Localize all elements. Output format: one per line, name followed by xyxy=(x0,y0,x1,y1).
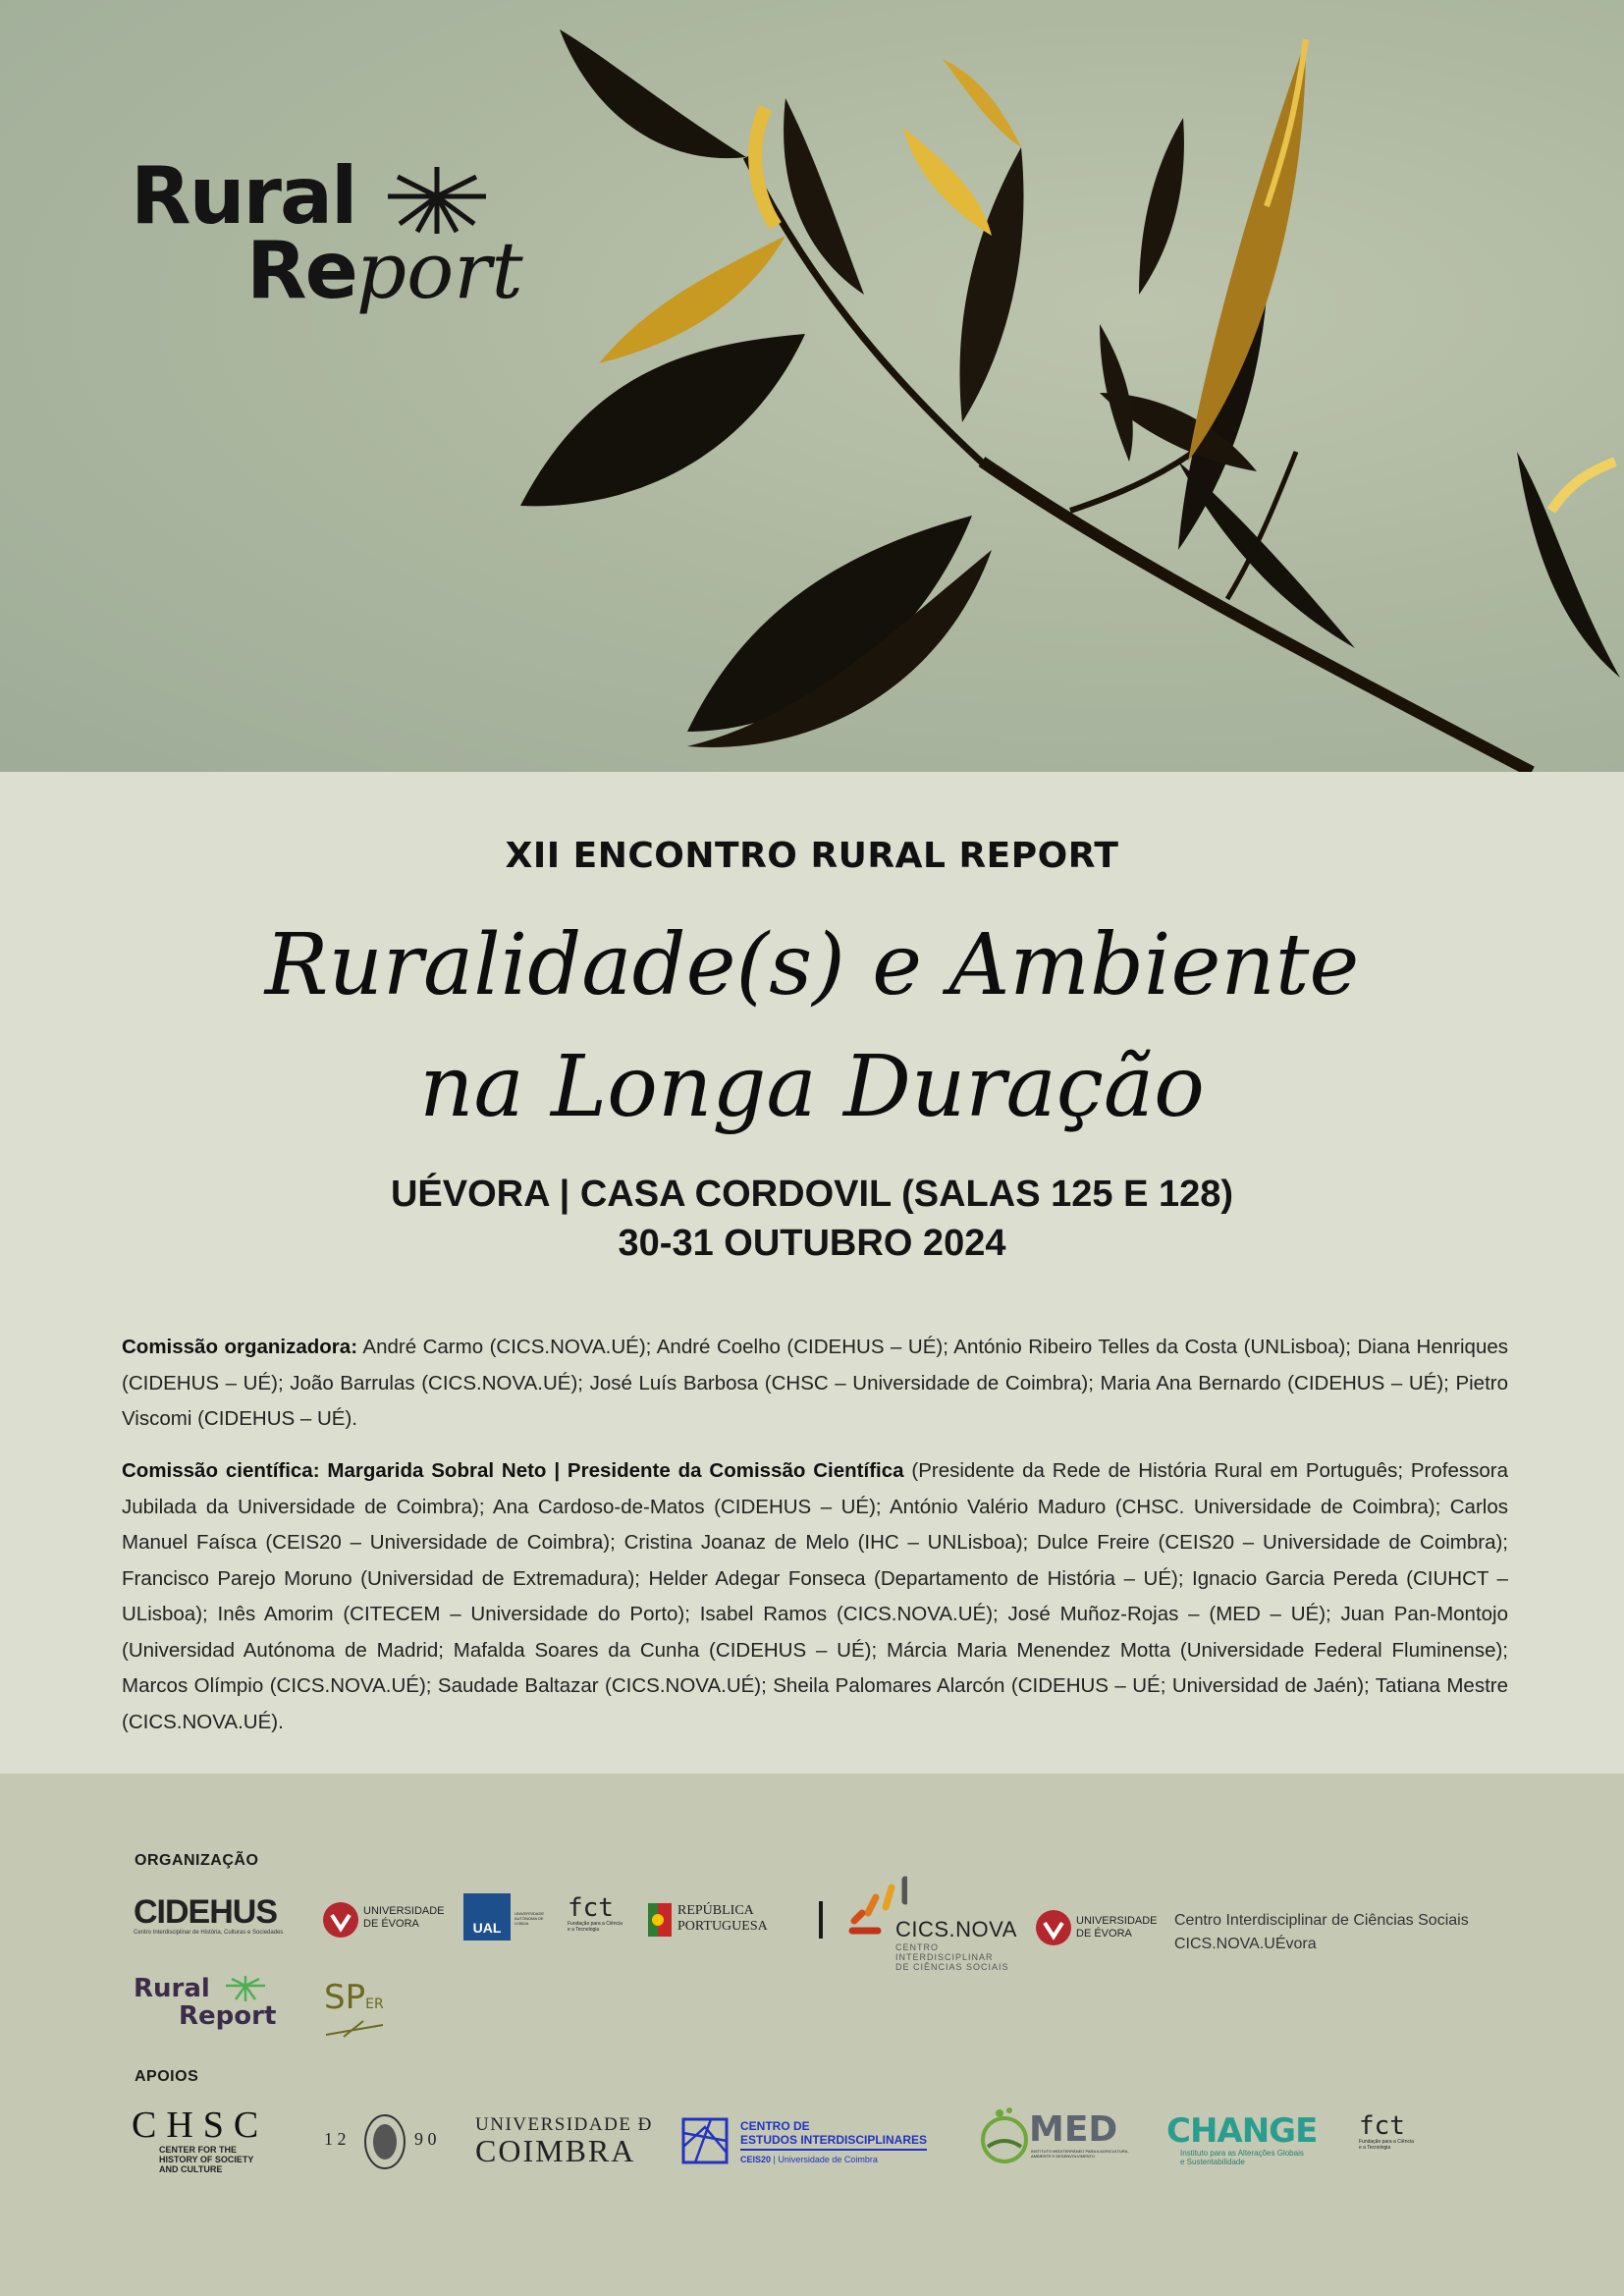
uc-line1: UNIVERSIDADE Ð xyxy=(475,2114,653,2135)
ceis20-university: Universidade de Coimbra xyxy=(778,2155,878,2164)
change-subtitle xyxy=(1180,2149,1343,2166)
event-title-line1: Ruralidade(s) e Ambiente xyxy=(264,916,1360,1014)
uc-line2: COIMBRA xyxy=(475,2133,636,2168)
seal-year-left: 1 2 xyxy=(324,2129,347,2149)
sper-swoosh-icon xyxy=(324,2019,403,2039)
fct2-subtitle: Fundação para a Ciência e a Tecnologia xyxy=(1359,2139,1414,2151)
chsc-sub-line1: CENTER FOR THE xyxy=(159,2145,238,2155)
apoios-label: APOIOS xyxy=(135,2068,199,2085)
uevora2-line2: DE ÉVORA xyxy=(1076,1928,1132,1940)
seal-emblem-icon xyxy=(363,2113,406,2170)
chsc-logo xyxy=(132,2105,289,2174)
ual-mark: UAL xyxy=(463,1893,511,1941)
republica-text xyxy=(677,1903,768,1935)
logo-separator xyxy=(819,1901,823,1939)
rural-report-logo xyxy=(131,150,523,334)
olive-branch-illustration xyxy=(0,0,1624,772)
sper-logo xyxy=(324,1978,412,2037)
ceis20-line2: ESTUDOS INTERDISCIPLINARES xyxy=(740,2133,927,2151)
change-sub-line2: e Sustentabilidade xyxy=(1180,2158,1245,2166)
ceis20-network-icon xyxy=(681,2117,729,2164)
ual-logo xyxy=(463,1893,545,1942)
fct-logo-2 xyxy=(1359,2113,1418,2151)
ceis20-logo xyxy=(681,2117,947,2170)
chsc-mark: CHSC xyxy=(132,2105,269,2146)
chsc-sub-line3: AND CULTURE xyxy=(159,2164,223,2174)
cics-evora-line1: Centro Interdisciplinar de Ciências Sociais xyxy=(1174,1912,1469,1929)
change-sub-line1: Instituto para as Alterações Globais xyxy=(1180,2149,1304,2158)
seal-year-right: 9 0 xyxy=(414,2129,437,2149)
logo-word-rural: Rural xyxy=(131,150,356,242)
uevora2-line1: UNIVERSIDADE xyxy=(1076,1915,1158,1927)
change-logo xyxy=(1166,2113,1343,2166)
cidehus-name: CIDEHUS xyxy=(134,1893,278,1931)
logo-word-report: Report xyxy=(246,225,523,316)
uevora-emblem-icon-2 xyxy=(1035,1909,1072,1946)
uevora-text xyxy=(363,1905,445,1931)
chsc-subtitle xyxy=(159,2145,289,2174)
scientific-committee-members: (Presidente da Rede de História Rural em Português; Professora Jubilada da Universidade de Coimbra); Ana Cardoso-de-Matos (CIDEHUS – UÉ); António Valério Maduro (CHSC. Universidade de Coimbra); Carlos Manuel Faísca (CEIS20 – Universidade de Coimbra); Cristina Joanaz de Melo (IHC – UNLisboa); Dulce Freire (CEIS20 – Universidade de Coimbra); Francisco Parejo Moruno (Universidad de Extremadura); Helder Adegar Fonseca (Departamento de História – UÉ); Ignacio Garcia Pereda (CIUHCT – ULisboa); Inês Amorim (CITECEM – Universidade do Porto); Isabel Ramos (CICS.NOVA.UÉ); José Muñoz-Rojas – (MED – UÉ); Juan Pan-Montojo (Universidad Autónoma de Madrid; Mafalda Soares da Cunha (CIDEHUS – UÉ); Márcia Maria Menendez Motta (Universidade Federal Fluminense); Marcos Olímpio (CICS.NOVA.UÉ); Saudade Baltazar (CICS.NOVA.UÉ); Sheila Palomares Alarcón (CIDEHUS – UÉ; Universidad de Jaén); Tatiana Mestre (CICS.NOVA.UÉ). xyxy=(122,1459,1509,1733)
event-title-line2: na Longa Duração xyxy=(419,1038,1205,1136)
ceis20-name: CEIS20 xyxy=(740,2155,772,2164)
cics-subtitle-line2: DE CIÊNCIAS SOCIAIS xyxy=(895,1962,1009,1972)
med-globe-icon xyxy=(980,2107,1029,2164)
uevora-logo-2 xyxy=(1035,1909,1163,1952)
republica-line1: REPÚBLICA xyxy=(677,1903,754,1918)
ceis20-line1: CENTRO DE xyxy=(740,2119,810,2133)
ceis20-affiliation: CEIS20 | Universidade de Coimbra xyxy=(740,2155,878,2164)
cics-nova-logo xyxy=(848,1876,1025,1972)
rr-small-sun-icon xyxy=(224,1976,267,2003)
cidehus-logo xyxy=(134,1893,305,1936)
rural-report-small-logo xyxy=(134,1974,281,2033)
cics-name: CICS.NOVA xyxy=(895,1917,1017,1941)
universidade-coimbra-logo xyxy=(475,2115,662,2166)
republica-line2: PORTUGUESA xyxy=(677,1919,768,1934)
event-info xyxy=(0,772,1624,1774)
coimbra-1290-seal xyxy=(324,2113,452,2172)
med-mark: MED xyxy=(1029,2109,1118,2150)
scientific-committee xyxy=(122,1453,1508,1740)
uevora-logo xyxy=(322,1899,450,1942)
cidehus-subtitle: Centro Interdisciplinar de História, Culturas e Sociedades xyxy=(134,1930,284,1936)
uevora-line1: UNIVERSIDADE xyxy=(363,1905,445,1917)
portugal-flag-icon xyxy=(648,1903,672,1937)
uevora-text-2 xyxy=(1076,1915,1158,1941)
fct-subtitle: Fundação para a Ciência e a Tecnologia xyxy=(568,1921,623,1933)
republica-portuguesa-logo xyxy=(648,1901,795,1941)
event-dates: 30-31 OUTUBRO 2024 xyxy=(618,1223,1006,1264)
med-subtitle xyxy=(1031,2149,1139,2159)
rr-small-line1: Rural xyxy=(134,1974,210,2003)
event-venue xyxy=(0,1170,1624,1268)
uevora-emblem-icon xyxy=(322,1901,359,1939)
event-title xyxy=(0,904,1624,1148)
cics-evora-text xyxy=(1174,1909,1469,1956)
organizacao-label: ORGANIZAÇÃO xyxy=(135,1852,259,1869)
ceis20-text xyxy=(740,2119,927,2151)
fct2-mark: fct xyxy=(1359,2111,1405,2141)
cics-subtitle-line1: CENTRO INTERDISCIPLINAR xyxy=(895,1942,994,1962)
fct-mark: fct xyxy=(568,1893,614,1923)
chsc-sub-line2: HISTORY OF SOCIETY xyxy=(159,2155,254,2164)
cics-subtitle xyxy=(895,1942,1025,1972)
venue-location: UÉVORA | CASA CORDOVIL (SALAS 125 E 128) xyxy=(390,1174,1234,1215)
cics-evora-line2: CICS.NOVA.UÉvora xyxy=(1174,1936,1317,1952)
change-mark: CHANGE xyxy=(1166,2111,1318,2151)
organizing-committee xyxy=(122,1330,1508,1438)
organizing-committee-label: Comissão organizadora: xyxy=(122,1336,358,1358)
scientific-committee-label: Comissão científica: Margarida Sobral Neto | Presidente da Comissão Científica xyxy=(122,1459,904,1482)
hero-image xyxy=(0,0,1624,772)
fct-logo xyxy=(568,1895,626,1933)
sponsors-footer xyxy=(0,1774,1624,2296)
organizing-committee-members: André Carmo (CICS.NOVA.UÉ); André Coelho (CIDEHUS – UÉ); António Ribeiro Telles da Costa (UNLisboa); Diana Henriques (CIDEHUS – UÉ); João Barrulas (CICS.NOVA.UÉ); José Luís Barbosa (CHSC – Universidade de Coimbra); Maria Ana Bernardo (CIDEHUS – UÉ); Pietro Viscomi (CIDEHUS – UÉ). xyxy=(122,1336,1508,1430)
uevora-line2: DE ÉVORA xyxy=(363,1918,419,1930)
med-logo xyxy=(980,2107,1142,2166)
sper-er: ER xyxy=(365,1996,384,2012)
rr-small-line2: Report xyxy=(179,2001,277,2031)
med-sub-line2: AMBIENTE E DESENVOLVIMENTO xyxy=(1031,2154,1095,2159)
sper-sp: SP xyxy=(324,1978,366,2017)
med-sub-line1: INSTITUTO MEDITERRÂNEO PARA A AGRICULTURA, xyxy=(1031,2149,1129,2154)
event-heading: XII ENCONTRO RURAL REPORT xyxy=(505,836,1119,876)
ual-subtitle: UNIVERSIDADE AUTÓNOMA DE LISBOA xyxy=(514,1911,545,1926)
